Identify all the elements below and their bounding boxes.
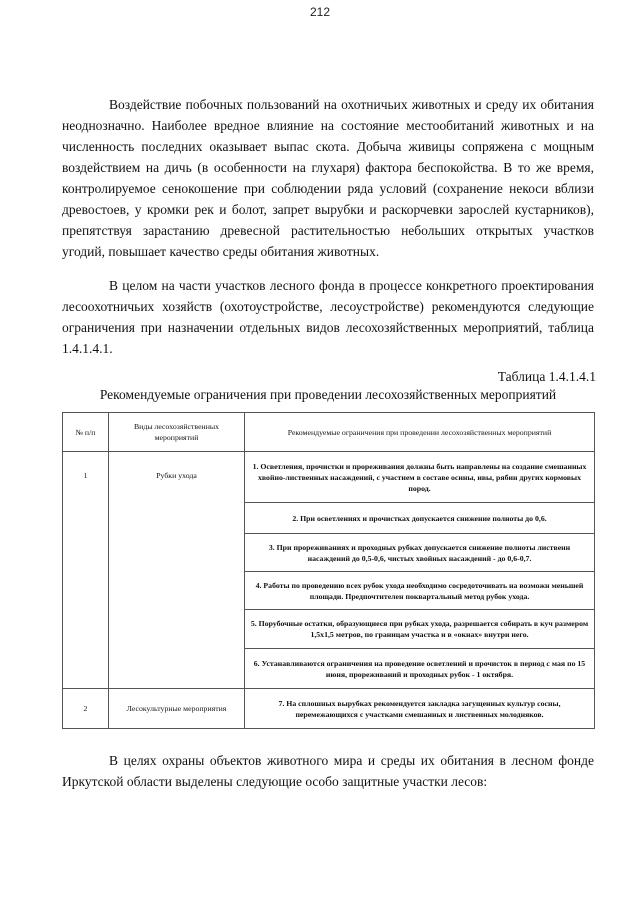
row-number-1: 1 [63, 452, 109, 689]
table-row [63, 689, 595, 729]
page-number: 212 [309, 5, 331, 19]
table-row [63, 452, 595, 503]
restriction-3: 3. При прореживаниях и проходных рубках допускается снижение полноты лиственн насаждений до 0,5-0,6, чистых хвойных насаждений - до 0,6-0,7. [245, 534, 595, 572]
row-kind-forest-culture: Лесокультурные мероприятия [109, 689, 245, 729]
header-restriction: Рекомендуемые ограничения при проведении лесохозяйственных мероприятий [245, 413, 595, 452]
restriction-5: 5. Порубочные остатки, образующиеся при рубках ухода, разрешается собирать в куч размером 1,5х1,5 метров, по границам участка и в «окнах» внутри него. [245, 610, 595, 649]
table-title: Рекомендуемые ограничения при проведении лесохозяйственных мероприятий [99, 387, 557, 402]
paragraph-protected-areas: В целях охраны объектов животного мира и среды их обитания в лесном фонде Иркутской области выделены следующие особо защитные участки лесов: [62, 753, 594, 789]
row-number-2: 2 [63, 689, 109, 729]
restriction-6: 6. Устанавливаются ограничения на проведение осветлений и прочисток в период с мая по 15 июня, прореживаний и проходных рубок - 1 октября. [245, 649, 595, 689]
table-number: Таблица 1.4.1.4.1 [497, 369, 596, 384]
restriction-4: 4. Работы по проведению всех рубок ухода необходимо сосредоточивать на возможн меньшей площади. Предпочтителен поквартальный метод рубок ухода. [245, 572, 595, 610]
restriction-2: 2. При осветлениях и прочистках допускается снижение полноты до 0,6. [245, 503, 595, 534]
paragraph-recommendations: В целом на части участков лесного фонда в процессе конкретного проектирования лесоохотничьих хозяйств (охотоустройстве, лесоустройстве) рекомендуются следующие ограничения при назначении отдельных видов лесохозяйственных мероприятий, таблица 1.4.1.4.1. [62, 278, 594, 356]
restriction-7: 7. На сплошных вырубках рекомендуется закладка загущенных культур сосны, перемежающихся с участками смешанных и лиственных молодняков. [245, 689, 595, 729]
table-header-row [63, 413, 595, 452]
row-kind-thinning: Рубки ухода [109, 452, 245, 689]
restriction-1: 1. Осветления, прочистки и прореживания должны быть направлены на создание смешанных хвойно-лиственных насаждений, с участием в составе осины, ивы, рябин других кормовых пород. [245, 452, 595, 503]
paragraph-grazing-impact: Воздействие побочных пользований на охотничьих животных и среду их обитания неоднозначно. Наиболее вредное влияние на состояние местообитаний животных и на численность последних оказывает выпас скота. Добыча живицы сопряжена с мощным воздействием на дичь (в особенности на глухаря) фактора беспокойства. В то же время, контролируемое сенокошение при соблюдении ряда условий (сохранение некоси вблизи древостоев, у кромки рек и болот, запрет вырубки и раскорчевки зарослей кустарников), препятствуя зарастанию древесной растительностью небольших открытых участков угодий, повышает качество среды обитания животных. [62, 97, 594, 259]
header-num: № п/п [63, 413, 109, 452]
header-kind: Виды лесохозяйственных мероприятий [109, 413, 245, 452]
restrictions-table [62, 412, 595, 729]
